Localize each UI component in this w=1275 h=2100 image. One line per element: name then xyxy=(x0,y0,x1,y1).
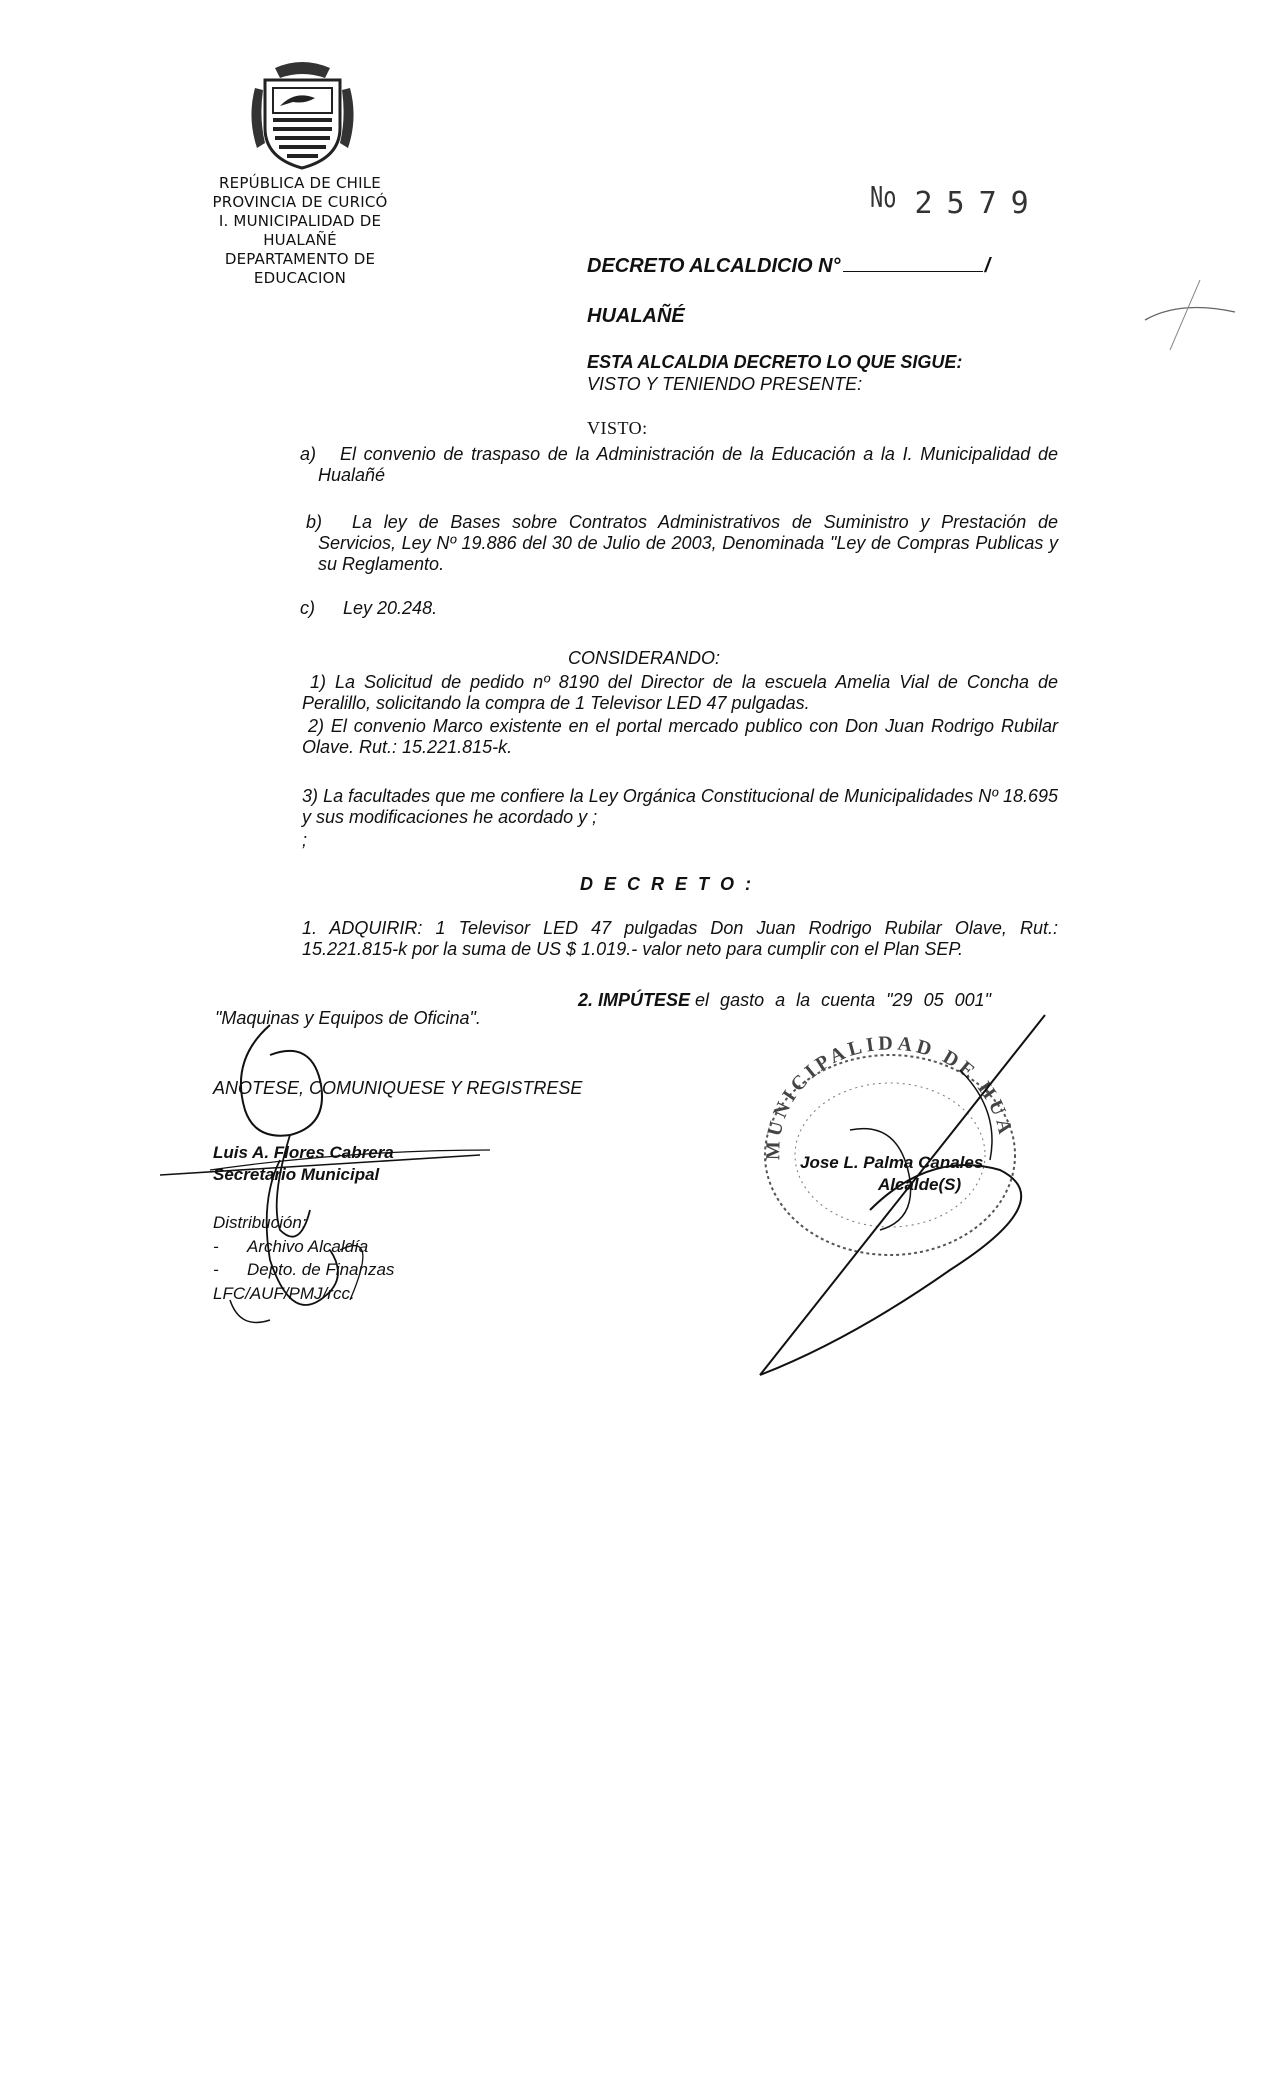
secretary-signature-icon xyxy=(150,1000,500,1340)
mayor-title: Alcalde(S) xyxy=(878,1175,962,1194)
visto-marker-c: c) xyxy=(300,598,315,618)
anotese-line: ANOTESE, COMUNIQUESE Y REGISTRESE xyxy=(213,1078,583,1098)
stamp-number xyxy=(870,182,1043,221)
stamp-prefix: No xyxy=(870,182,897,215)
visto-text-c: Ley 20.248. xyxy=(343,598,438,618)
visto-marker-b: b) xyxy=(306,512,323,532)
stamp-digits: 2579 xyxy=(914,186,1043,221)
visto-heading: VISTO: xyxy=(587,418,648,438)
decreto-item-2 xyxy=(578,990,1058,1011)
decree-intro: ESTA ALCALDIA DECRETO LO QUE SIGUE: xyxy=(587,352,963,372)
decree-place: HUALAÑÉ xyxy=(587,305,685,327)
decreto-item-2-text: el gasto a la cuenta "29 05 001" xyxy=(695,990,992,1010)
decree-title-text: DECRETO ALCALDICIO N° xyxy=(587,255,841,277)
visto-marker-a: a) xyxy=(300,444,317,464)
secretary-name: Luis A. Flores Cabrera xyxy=(213,1143,394,1162)
header-block xyxy=(195,174,405,288)
visto-text-b: La ley de Bases sobre Contratos Administrativos de Suministro y Prestación de Servicios, Ley Nº 19.886 del 30 de Julio de 2003, Denominada "Ley de Compras Publicas y su Reglamento. xyxy=(318,512,1058,574)
decreto-item-1: 1. ADQUIRIR: 1 Televisor LED 47 pulgadas Don Juan Rodrigo Rubilar Olave, Rut.: 15.221.815-k por la suma de US $ 1.019.- valor neto para cumplir con el Plan SEP. xyxy=(302,918,1058,959)
decree-title xyxy=(587,255,990,278)
seal-lettering: MUNICIPALIDAD DE HUALAÑÉ xyxy=(730,1013,1017,1161)
header-line-province: PROVINCIA DE CURICÓ xyxy=(212,193,388,211)
distribution-item-1-text: Archivo Alcaldía xyxy=(247,1237,369,1256)
considerando-heading: CONSIDERANDO: xyxy=(568,648,721,668)
distribution-item-1: - Archivo Alcaldía xyxy=(213,1237,369,1256)
decree-title-suffix: / xyxy=(984,255,991,277)
visto-item-c xyxy=(300,598,1040,619)
secretary-title: Secretario Municipal xyxy=(213,1165,380,1184)
distribution-heading: Distribución: xyxy=(213,1213,307,1232)
decreto-item-2-cont: "Maquinas y Equipos de Oficina". xyxy=(215,1008,481,1028)
margin-mark-icon xyxy=(1140,270,1240,360)
header-line-municipality: I. MUNICIPALIDAD DE HUALAÑÉ xyxy=(218,212,382,249)
visto-text-a: El convenio de traspaso de la Administración de la Educación a la I. Municipalidad de Hualañé xyxy=(318,444,1058,485)
header-line-republic: REPÚBLICA DE CHILE xyxy=(219,174,381,192)
considerando-stray-mark: ; xyxy=(302,830,308,850)
mayor-name: Jose L. Palma Canales xyxy=(800,1153,984,1172)
initials-line: LFC/AUF/PMJ/rcc. xyxy=(213,1284,355,1303)
decreto-item-2-label: 2. IMPÚTESE xyxy=(578,990,691,1010)
decree-intro-sub: VISTO Y TENIENDO PRESENTE: xyxy=(587,374,863,394)
distribution-item-2-text: Depto. de Finanzas xyxy=(247,1260,395,1279)
distribution-item-2: - Depto. de Finanzas xyxy=(213,1260,395,1279)
considerando-item-2: 2) El convenio Marco existente en el portal mercado publico con Don Juan Rodrigo Rubilar Olave. Rut.: 15.221.815-k. xyxy=(302,716,1058,757)
considerando-item-1: 1) La Solicitud de pedido nº 8190 del Director de la escuela Amelia Vial de Concha de Peralillo, solicitando la compra de 1 Televisor LED 47 pulgadas. xyxy=(302,672,1058,713)
visto-item-b xyxy=(306,512,1058,575)
mayor-signature-icon xyxy=(700,1010,1100,1390)
considerando-item-3: 3) La facultades que me confiere la Ley Orgánica Constitucional de Municipalidades Nº 18.695 y sus modificaciones he acordado y ; xyxy=(302,786,1058,827)
decreto-heading: D E C R E T O : xyxy=(580,874,755,894)
header-line-department: DEPARTAMENTO DE EDUCACION xyxy=(224,250,376,287)
coat-of-arms-icon xyxy=(245,58,360,173)
visto-item-a xyxy=(300,444,1058,486)
